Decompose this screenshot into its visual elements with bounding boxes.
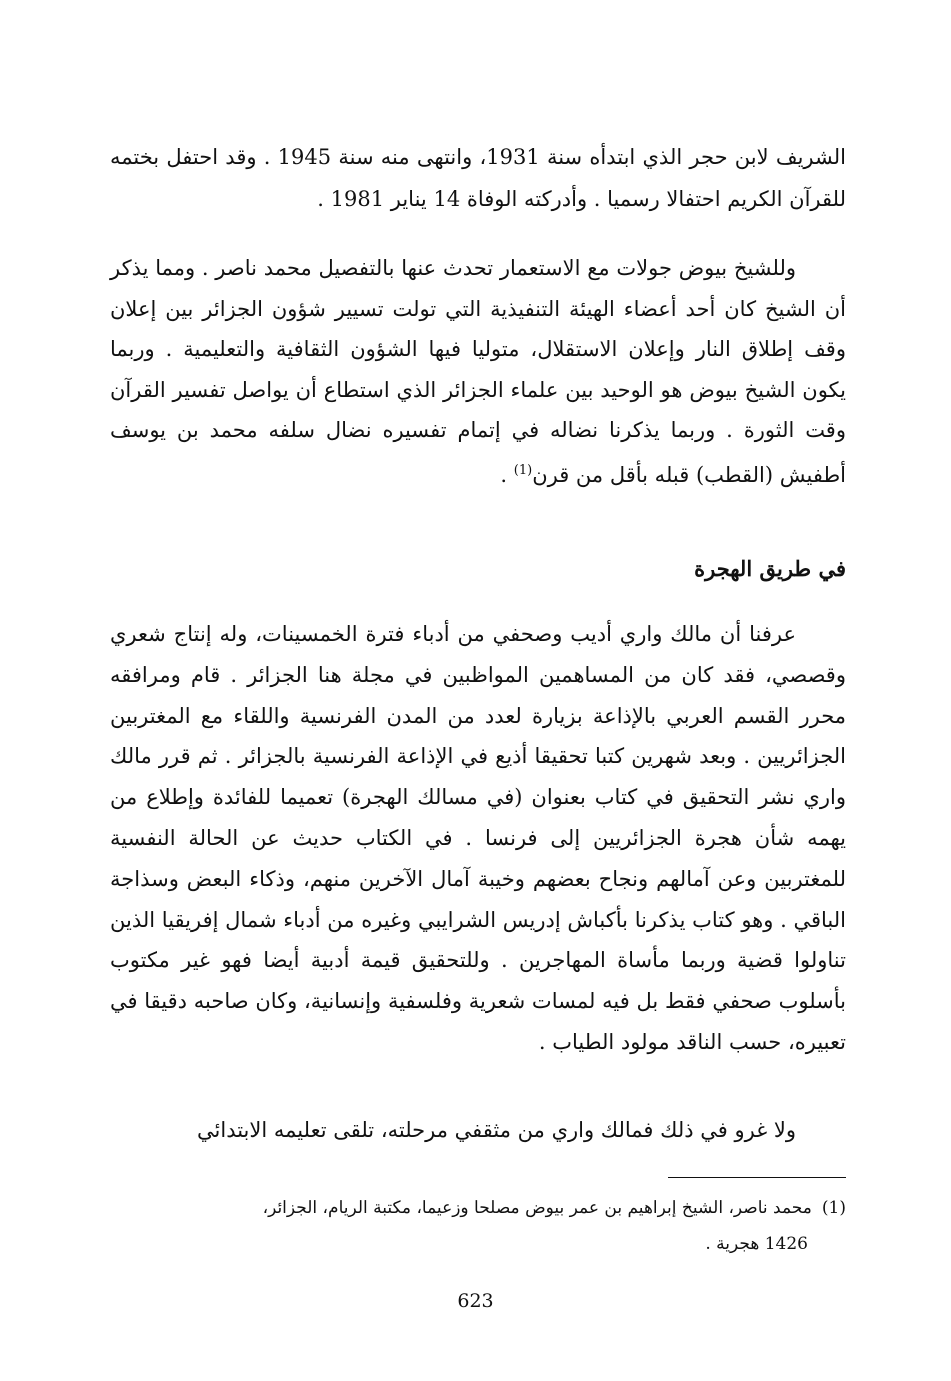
paragraph-malek-wari: [110, 614, 846, 1063]
section-heading: في طريق الهجرة: [694, 556, 846, 581]
paragraph-end: .: [500, 462, 514, 487]
footnote-number: (1): [821, 1198, 846, 1218]
paragraph-text: عرفنا أن مالك واري أديب وصحفي من أدباء فترة الخمسينات، وله إنتاج شعري وقصصي، فقد كان من المساهمين المواظبين في مجلة هنا الجزائر . قام ومرافقه محرر القسم العربي بالإذاعة بزيارة لعدد من المدن الفرنسية واللقاء مع المغتربين الجزائريين . وبعد شهرين كتبا تحقيقا أذيع في الإذاعة الفرنسية بالجزائر . ثم قرر مالك واري نشر التحقيق في كتاب بعنوان (في مسالك الهجرة) تعميما للفائدة وإطلاع من يهمه شأن هجرة الجزائريين إلى فرنسا . في الكتاب حديث عن الحالة النفسية للمغتربين وعن آمالهم ونجاح بعضهم وخيبة آمال الآخرين منهم، وذكاء البعض وسذاجة الباقي . وهو كتاب يذكرنا بأكباش إدريس الشرايبي وغيره من أدباء شمال إفريقيا الذين تناولوا قضية وربما مأساة المهاجرين . وللتحقيق قيمة أدبية أيضا فهو غير مكتوب بأسلوب صحفي فقط بل فيه لمسات شعرية وفلسفية وإنسانية، وكان صاحبه دقيقا في تعبيره، حسب الناقد مولود الطياب .: [110, 622, 846, 1054]
paragraph-last: [110, 1110, 846, 1150]
footnote-line-1: محمد ناصر، الشيخ إبراهيم بن عمر بيوض مصلحا وزعيما، مكتبة الريام، الجزائر،: [262, 1198, 812, 1218]
footnote-line-2: 1426 هجرية .: [705, 1234, 808, 1254]
paragraph-text: ولا غرو في ذلك فمالك واري من مثقفي مرحلته، تلقى تعليمه الابتدائي: [197, 1118, 796, 1142]
paragraph-text: وللشيخ بيوض جولات مع الاستعمار تحدث عنها بالتفصيل محمد ناصر . ومما يذكر أن الشيخ كان أحد أعضاء الهيئة التنفيذية التي تولت تسيير شؤون الجزائر بين إعلان وقف إطلاق النار وإعلان الاستقلال، متوليا فيها الشؤون الثقافية والتعليمية . وربما يكون الشيخ بيوض هو الوحيد بين علماء الجزائر الذي استطاع أن يواصل تفسير القرآن وقت الثورة . وربما يذكرنا نضاله في إتمام تفسيره نضال سلفه محمد بن يوسف أطفيش (القطب) قبله بأقل من قرن: [110, 256, 846, 487]
page-number: 623: [457, 1290, 494, 1312]
paragraph-continuation: [110, 136, 846, 220]
footnote-reference[interactable]: (1): [513, 462, 533, 478]
paragraph-sheikh-bayoud: [110, 248, 846, 495]
footnote: [110, 1190, 846, 1262]
footnote-divider: [668, 1177, 846, 1178]
paragraph-text: الشريف لابن حجر الذي ابتدأه سنة 1931، وانتهى منه سنة 1945 . وقد احتفل بختمه للقرآن الكريم احتفالا رسميا . وأدركته الوفاة 14 يناير 1981 .: [110, 145, 846, 211]
